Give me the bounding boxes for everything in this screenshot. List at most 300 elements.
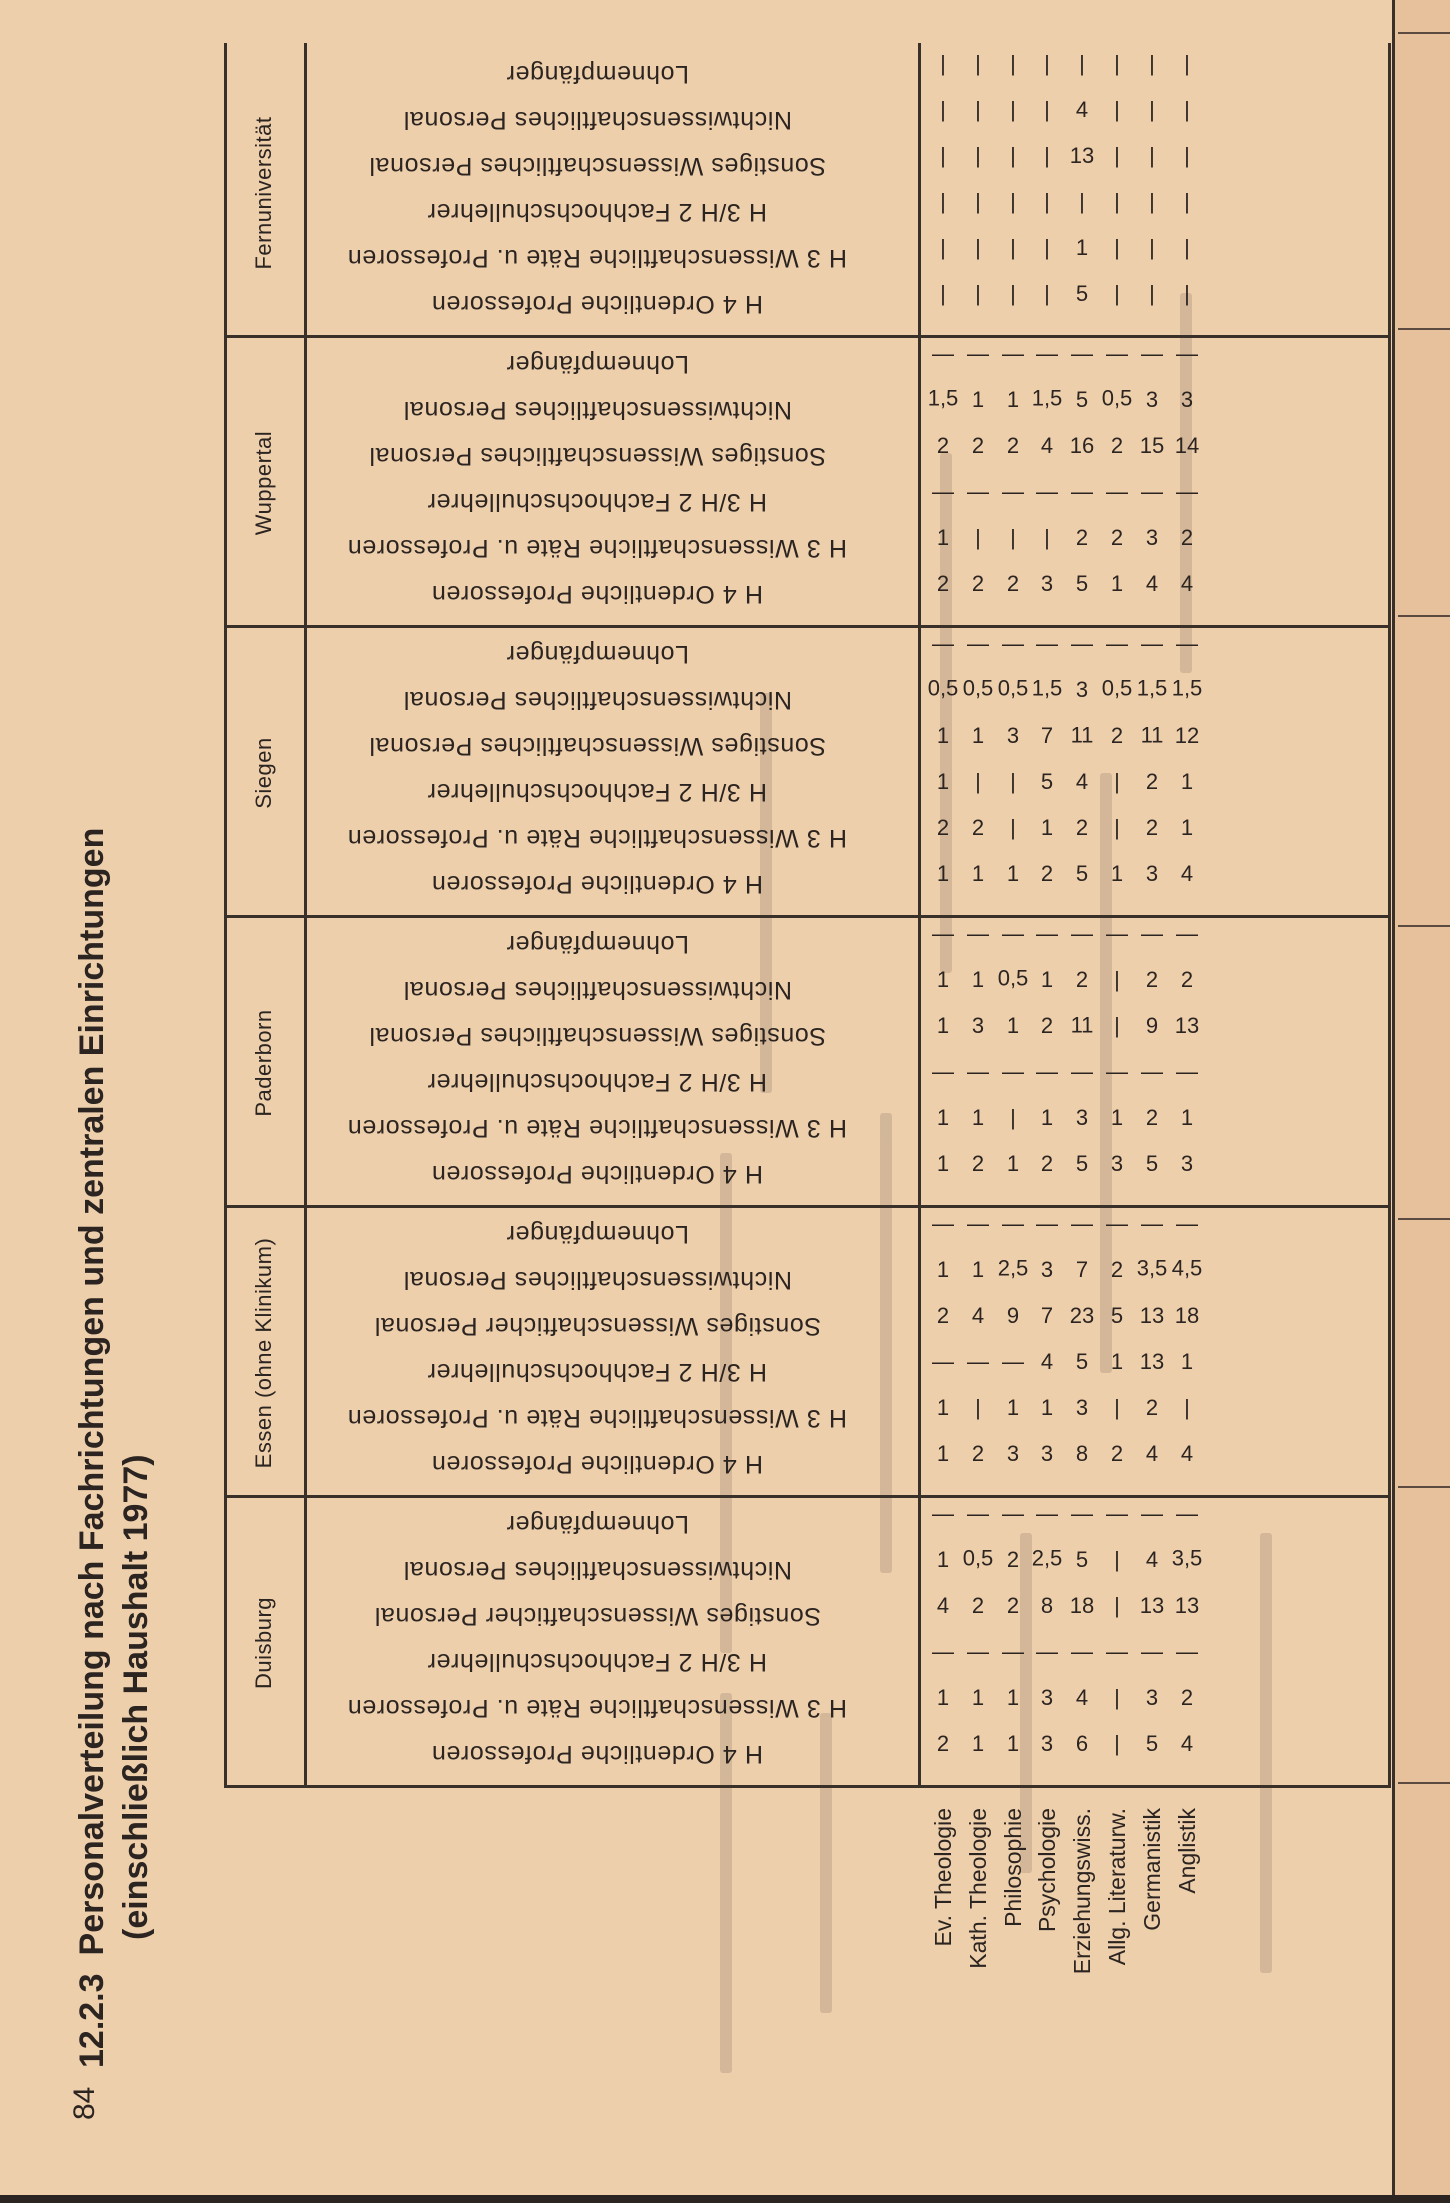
table-cell xyxy=(1104,1302,1130,1330)
cell-value: | xyxy=(1114,1013,1120,1038)
table-cell xyxy=(1034,432,1060,460)
table-cell xyxy=(1104,280,1130,308)
category-label: H 3 Wissenschaftliche Räte u. Professoren xyxy=(347,244,848,272)
table-cell xyxy=(1069,142,1095,170)
cell-value: 2 xyxy=(1006,433,1019,458)
table-cell xyxy=(965,1500,991,1528)
cell-value: — xyxy=(1071,479,1094,504)
cell-value: | xyxy=(1183,281,1190,306)
table-cell xyxy=(1034,1150,1060,1178)
cell-value: 4 xyxy=(1076,769,1089,794)
cell-value: 8 xyxy=(1041,1593,1054,1618)
cell-value: — xyxy=(1140,479,1163,504)
table-cell xyxy=(1139,386,1165,414)
table-cell xyxy=(1139,966,1165,994)
cell-value: 1 xyxy=(936,769,950,794)
cell-value: 0,5 xyxy=(962,1545,994,1571)
table-cell xyxy=(1174,386,1200,414)
cell-value: 1 xyxy=(1110,571,1124,596)
cell-value: 2 xyxy=(1145,1105,1158,1130)
table-cell xyxy=(930,478,956,506)
cell-value: 2 xyxy=(1145,1395,1158,1420)
table-cell xyxy=(1034,1730,1060,1758)
table-cell xyxy=(930,860,956,888)
cell-value: | xyxy=(1044,281,1051,306)
table-cell xyxy=(1069,1546,1095,1574)
cell-value: 1 xyxy=(1041,1105,1054,1130)
cell-value: — xyxy=(1106,1059,1128,1084)
cell-value: 5 xyxy=(1076,1349,1089,1374)
table-cell xyxy=(1000,1210,1026,1238)
cell-value: 11 xyxy=(1070,723,1094,748)
table-cell xyxy=(965,1012,991,1040)
cell-value: — xyxy=(1140,1211,1163,1236)
university-name: Wuppertal xyxy=(251,430,276,536)
cell-value: — xyxy=(1071,341,1094,366)
table-cell xyxy=(1139,188,1165,216)
cell-value: 1 xyxy=(1006,387,1019,412)
cell-value: — xyxy=(1140,341,1163,366)
table-cell xyxy=(1104,1730,1130,1758)
table-cell xyxy=(1104,1348,1130,1376)
table-cell xyxy=(1174,1394,1200,1422)
table-cell xyxy=(1174,1638,1200,1666)
cell-value: | xyxy=(1114,1547,1120,1572)
cell-value: 1 xyxy=(1180,815,1193,840)
cell-value: 2 xyxy=(971,1441,984,1466)
table-cell xyxy=(965,1684,991,1712)
cell-value: | xyxy=(1044,525,1051,550)
cell-value: — xyxy=(1001,1059,1024,1084)
table-cell xyxy=(965,570,991,598)
table-cell xyxy=(1174,50,1200,78)
table-cell xyxy=(1104,920,1130,948)
table-cell xyxy=(1104,1058,1130,1086)
table-cell xyxy=(1174,432,1200,460)
table-cell xyxy=(1069,188,1095,216)
table-cell xyxy=(1139,1440,1165,1468)
cell-value: 2 xyxy=(1041,1013,1054,1038)
table-cell xyxy=(1000,1440,1026,1468)
cell-value: 2 xyxy=(1041,1151,1054,1176)
table-cell xyxy=(1034,96,1060,124)
table-cell xyxy=(1069,722,1095,750)
cell-value: — xyxy=(1140,1501,1163,1526)
cell-value: 9 xyxy=(1145,1013,1158,1038)
table-cell xyxy=(1104,1256,1130,1284)
cell-value: 1 xyxy=(1006,1013,1019,1038)
cell-value: | xyxy=(1009,235,1016,260)
cell-value: | xyxy=(974,143,981,168)
table-cell xyxy=(1000,768,1026,796)
table-cell xyxy=(930,1150,956,1178)
cell-value: 7 xyxy=(1076,1257,1089,1282)
cell-value: 11 xyxy=(1070,1013,1094,1038)
table-cell xyxy=(965,1440,991,1468)
group-divider xyxy=(224,625,1391,628)
table-cell xyxy=(1000,280,1026,308)
table-cell xyxy=(1069,1256,1095,1284)
category-label: Lohnempfänger xyxy=(506,60,689,88)
cell-value: 3 xyxy=(1006,1441,1019,1466)
cell-value: 3 xyxy=(1180,1151,1193,1176)
table-cell xyxy=(1069,234,1095,262)
table-cell xyxy=(1034,1012,1060,1040)
subject-label: Psychologie xyxy=(1034,1808,1061,1933)
cell-value: 2 xyxy=(1110,723,1124,748)
table-cell xyxy=(1139,1302,1165,1330)
cell-value: — xyxy=(966,341,989,366)
cell-value: | xyxy=(1044,235,1051,260)
table-cell xyxy=(965,524,991,552)
cell-value: — xyxy=(1036,921,1059,946)
cell-value: 4 xyxy=(1041,433,1054,458)
table-cell xyxy=(1174,1150,1200,1178)
cell-value: 3 xyxy=(1110,1151,1124,1176)
cell-value: 5 xyxy=(1145,1151,1158,1176)
category-label: Lohnempfänger xyxy=(506,1220,689,1248)
cell-value: — xyxy=(1106,341,1128,366)
cell-value: | xyxy=(1114,815,1120,840)
cell-value: — xyxy=(966,1211,989,1236)
category-label: H 3 Wissenschaftliche Räte u. Professoren xyxy=(347,1694,848,1722)
cell-value: — xyxy=(1175,921,1198,946)
table-cell xyxy=(1032,1545,1063,1574)
cell-value: 5 xyxy=(1076,571,1089,596)
cell-value: — xyxy=(932,631,954,656)
table-cell xyxy=(1174,920,1200,948)
cell-value: | xyxy=(1009,815,1016,840)
subject-label: Germanistik xyxy=(1138,1808,1165,1931)
table-cell xyxy=(1000,814,1026,842)
cell-value: — xyxy=(1175,1501,1198,1526)
table-cell xyxy=(1069,524,1095,552)
table-cell xyxy=(1000,1012,1026,1040)
table-cell xyxy=(1104,1592,1130,1620)
cell-value: | xyxy=(1079,51,1086,76)
cell-value: 1 xyxy=(1006,1395,1019,1420)
table-cell xyxy=(1174,722,1200,750)
cell-value: 2 xyxy=(1076,525,1089,550)
cell-value: 5 xyxy=(1041,769,1054,794)
category-label: H 3 Wissenschaftliche Räte u. Professoren xyxy=(347,1404,848,1432)
table-cell xyxy=(1000,234,1026,262)
table-cell xyxy=(930,1256,956,1284)
table-cell xyxy=(1139,1012,1165,1040)
cell-value: 11 xyxy=(1140,723,1164,748)
cell-value: 5 xyxy=(1076,281,1089,306)
cell-value: 4 xyxy=(1145,571,1158,596)
table-cell xyxy=(1104,966,1130,994)
table-cell xyxy=(1174,1440,1200,1468)
table-cell xyxy=(1069,1684,1095,1712)
table-cell xyxy=(1104,1500,1130,1528)
cell-value: 1 xyxy=(1180,769,1193,794)
cell-value: — xyxy=(1106,1211,1128,1236)
cell-value: | xyxy=(1114,769,1120,794)
table-cell xyxy=(1174,570,1200,598)
cell-value: | xyxy=(940,189,946,214)
cell-value: 1 xyxy=(1006,1151,1019,1176)
table-cell xyxy=(930,524,956,552)
table-cell xyxy=(1032,385,1063,414)
cell-value: 2 xyxy=(936,571,950,596)
cell-value: | xyxy=(1009,97,1016,122)
table-cell xyxy=(965,1348,991,1376)
table-cell xyxy=(1034,722,1060,750)
cell-value: 1 xyxy=(1076,235,1089,260)
cell-value: | xyxy=(1009,1105,1016,1130)
table-number: 12.2.3 xyxy=(73,1973,111,2068)
table-cell xyxy=(1034,234,1060,262)
table-cell xyxy=(1136,675,1168,704)
cell-value: — xyxy=(1071,921,1094,946)
table-cell xyxy=(965,1638,991,1666)
table-cell xyxy=(1034,280,1060,308)
category-label: Lohnempfänger xyxy=(506,640,689,668)
cell-value: 1 xyxy=(971,1731,984,1756)
table-cell xyxy=(1104,1012,1130,1040)
table-cell xyxy=(1104,234,1130,262)
category-label: Lohnempfänger xyxy=(506,350,689,378)
cell-value: — xyxy=(1001,1639,1024,1664)
table-cell xyxy=(930,814,956,842)
table-cell xyxy=(1000,1500,1026,1528)
cell-value: 4 xyxy=(1076,97,1089,122)
cell-value: 3 xyxy=(1145,387,1158,412)
table-cell xyxy=(930,1638,956,1666)
table-cell xyxy=(1139,1730,1165,1758)
table-cell xyxy=(1104,340,1130,368)
cell-value: | xyxy=(1114,1395,1120,1420)
table-cell xyxy=(930,234,956,262)
category-label: H 4 Ordentliche Professoren xyxy=(431,1160,764,1188)
cell-value: — xyxy=(932,1501,954,1526)
cell-value: 1 xyxy=(971,1105,984,1130)
table-cell xyxy=(1174,1210,1200,1238)
cell-value: | xyxy=(974,1395,981,1420)
cell-value: | xyxy=(940,97,946,122)
table-cell xyxy=(1174,1730,1200,1758)
table-cell xyxy=(1104,524,1130,552)
cell-value: — xyxy=(1175,479,1198,504)
university-name: Duisburg xyxy=(251,1596,276,1690)
table-cell xyxy=(1104,1394,1130,1422)
table-cell xyxy=(997,965,1028,994)
table-cell xyxy=(1139,1638,1165,1666)
cell-value: 1,5 xyxy=(927,385,959,411)
cell-value: 1 xyxy=(1110,1105,1124,1130)
table-cell xyxy=(1069,814,1095,842)
cell-value: 1,5 xyxy=(1171,675,1202,701)
cell-value: — xyxy=(1036,631,1059,656)
cell-value: 5 xyxy=(1145,1731,1158,1756)
table-cell xyxy=(930,1012,956,1040)
cell-value: 18 xyxy=(1174,1303,1199,1329)
cell-value: — xyxy=(1140,1639,1163,1664)
cell-value: 4 xyxy=(1145,1441,1158,1466)
subject-label: Kath. Theologie xyxy=(964,1808,991,1969)
table-cell xyxy=(930,432,956,460)
subject-label: Philosophie xyxy=(999,1808,1026,1927)
table-cell xyxy=(930,1684,956,1712)
cell-value: — xyxy=(1071,1211,1094,1236)
table-cell xyxy=(1069,1104,1095,1132)
cell-value: — xyxy=(1036,479,1059,504)
cell-value: — xyxy=(966,1059,989,1084)
table-cell xyxy=(965,860,991,888)
table-cell xyxy=(930,630,956,658)
table-cell xyxy=(1174,188,1200,216)
cell-value: — xyxy=(1106,921,1128,946)
category-label: Nichtwissenschaftliches Personal xyxy=(403,686,792,714)
category-label: H 4 Ordentliche Professoren xyxy=(431,870,764,898)
cell-value: | xyxy=(1183,51,1190,76)
cell-value: | xyxy=(974,97,981,122)
cell-value: 1 xyxy=(971,1685,984,1710)
cell-value: 3 xyxy=(1076,1105,1089,1130)
cell-value: | xyxy=(1148,281,1155,306)
table-cell xyxy=(1069,1440,1095,1468)
cell-value: | xyxy=(1044,97,1051,122)
table-cell xyxy=(1069,1012,1095,1040)
table-cell xyxy=(1104,96,1130,124)
cell-value: 1 xyxy=(936,1105,950,1130)
table-cell xyxy=(1069,432,1095,460)
table-cell xyxy=(930,1500,956,1528)
cell-value: 5 xyxy=(1110,1303,1124,1328)
table-cell xyxy=(930,1058,956,1086)
cell-value: | xyxy=(1079,189,1086,214)
subject-label: Anglistik xyxy=(1173,1808,1200,1894)
table-cell xyxy=(930,920,956,948)
table-cell xyxy=(1000,920,1026,948)
table-cell xyxy=(1069,1730,1095,1758)
table-cell xyxy=(930,966,956,994)
table-cell xyxy=(1034,142,1060,170)
table-cell xyxy=(1069,630,1095,658)
table-cell xyxy=(1174,966,1200,994)
cell-value: 6 xyxy=(1076,1731,1089,1756)
table-cell xyxy=(1034,524,1060,552)
table-cell xyxy=(930,188,956,216)
table-cell xyxy=(1032,675,1063,704)
cell-value: 2 xyxy=(1110,525,1124,550)
cell-value: — xyxy=(1036,341,1059,366)
cell-value: | xyxy=(1009,769,1016,794)
cell-value: 4 xyxy=(1041,1349,1054,1374)
table-cell xyxy=(965,280,991,308)
cell-value: 13 xyxy=(1174,1013,1199,1039)
cell-value: | xyxy=(1183,1395,1190,1420)
cell-value: 1 xyxy=(936,1395,950,1420)
table-cell xyxy=(997,675,1028,704)
cell-value: 15 xyxy=(1139,433,1165,459)
cell-value: 1 xyxy=(936,967,950,992)
category-label: Sonstiges Wissenschaftliches Personal xyxy=(368,1022,827,1050)
table-cell xyxy=(1174,142,1200,170)
table-cell xyxy=(1000,1302,1026,1330)
table-cell xyxy=(1000,1592,1026,1620)
cell-value: 1 xyxy=(1006,861,1019,886)
table-cell xyxy=(965,1210,991,1238)
table-cell xyxy=(1139,142,1165,170)
table-cell xyxy=(1174,340,1200,368)
cell-value: 2,5 xyxy=(997,1255,1028,1281)
cell-value: 2 xyxy=(1180,1685,1193,1710)
cell-value: — xyxy=(1071,1639,1094,1664)
table-cell xyxy=(930,1302,956,1330)
table-cell xyxy=(930,96,956,124)
table-cell xyxy=(1034,860,1060,888)
cell-value: 2 xyxy=(1145,967,1158,992)
cell-value: 16 xyxy=(1069,433,1095,459)
table-cell xyxy=(1069,676,1095,704)
table-cell xyxy=(930,1210,956,1238)
table-cell xyxy=(1000,1348,1026,1376)
table-cell xyxy=(1139,920,1165,948)
table-cell xyxy=(965,142,991,170)
cell-value: | xyxy=(1114,281,1120,306)
university-name: Siegen xyxy=(251,737,276,809)
cell-value: 14 xyxy=(1174,433,1199,459)
cell-value: 1 xyxy=(936,525,950,550)
category-label: H 4 Ordentliche Professoren xyxy=(431,580,764,608)
table-cell xyxy=(930,570,956,598)
cell-value: 1 xyxy=(1006,1731,1019,1756)
cell-value: 3,5 xyxy=(1136,1255,1168,1281)
table-cell xyxy=(1034,1440,1060,1468)
table-cell xyxy=(1104,768,1130,796)
table-cell xyxy=(1174,1592,1200,1620)
cell-value: | xyxy=(1009,51,1016,76)
cell-value: 2,5 xyxy=(1032,1545,1063,1571)
table-cell xyxy=(965,340,991,368)
table-cell xyxy=(930,1348,956,1376)
table-cell xyxy=(1000,142,1026,170)
cell-value: | xyxy=(1114,143,1120,168)
table-cell xyxy=(1034,340,1060,368)
cell-value: — xyxy=(966,1349,989,1374)
table-cell xyxy=(965,630,991,658)
table-cell xyxy=(1104,1210,1130,1238)
table-cell xyxy=(1069,768,1095,796)
cell-value: 4 xyxy=(1076,1685,1089,1710)
table-cell xyxy=(930,1730,956,1758)
table-cell xyxy=(1139,1684,1165,1712)
table-cell xyxy=(965,50,991,78)
cell-value: 3 xyxy=(1180,387,1193,412)
cell-value: | xyxy=(1114,51,1120,76)
university-name: Paderborn xyxy=(251,1009,276,1117)
cell-value: 0,5 xyxy=(962,675,994,701)
cell-value: 2 xyxy=(1006,1547,1019,1572)
table-cell xyxy=(1139,570,1165,598)
cell-value: 2 xyxy=(971,815,984,840)
table-cell xyxy=(1034,1348,1060,1376)
table-cell xyxy=(1104,50,1130,78)
table-cell xyxy=(1139,1500,1165,1528)
cell-value: — xyxy=(1175,1639,1198,1664)
cell-value: — xyxy=(966,479,989,504)
cell-value: 2 xyxy=(1076,815,1089,840)
table-cell xyxy=(1034,1500,1060,1528)
table-cell xyxy=(1034,1256,1060,1284)
table-cell xyxy=(1034,1302,1060,1330)
cell-value: — xyxy=(1106,1501,1128,1526)
table-cell xyxy=(1034,920,1060,948)
cell-value: | xyxy=(1148,189,1155,214)
